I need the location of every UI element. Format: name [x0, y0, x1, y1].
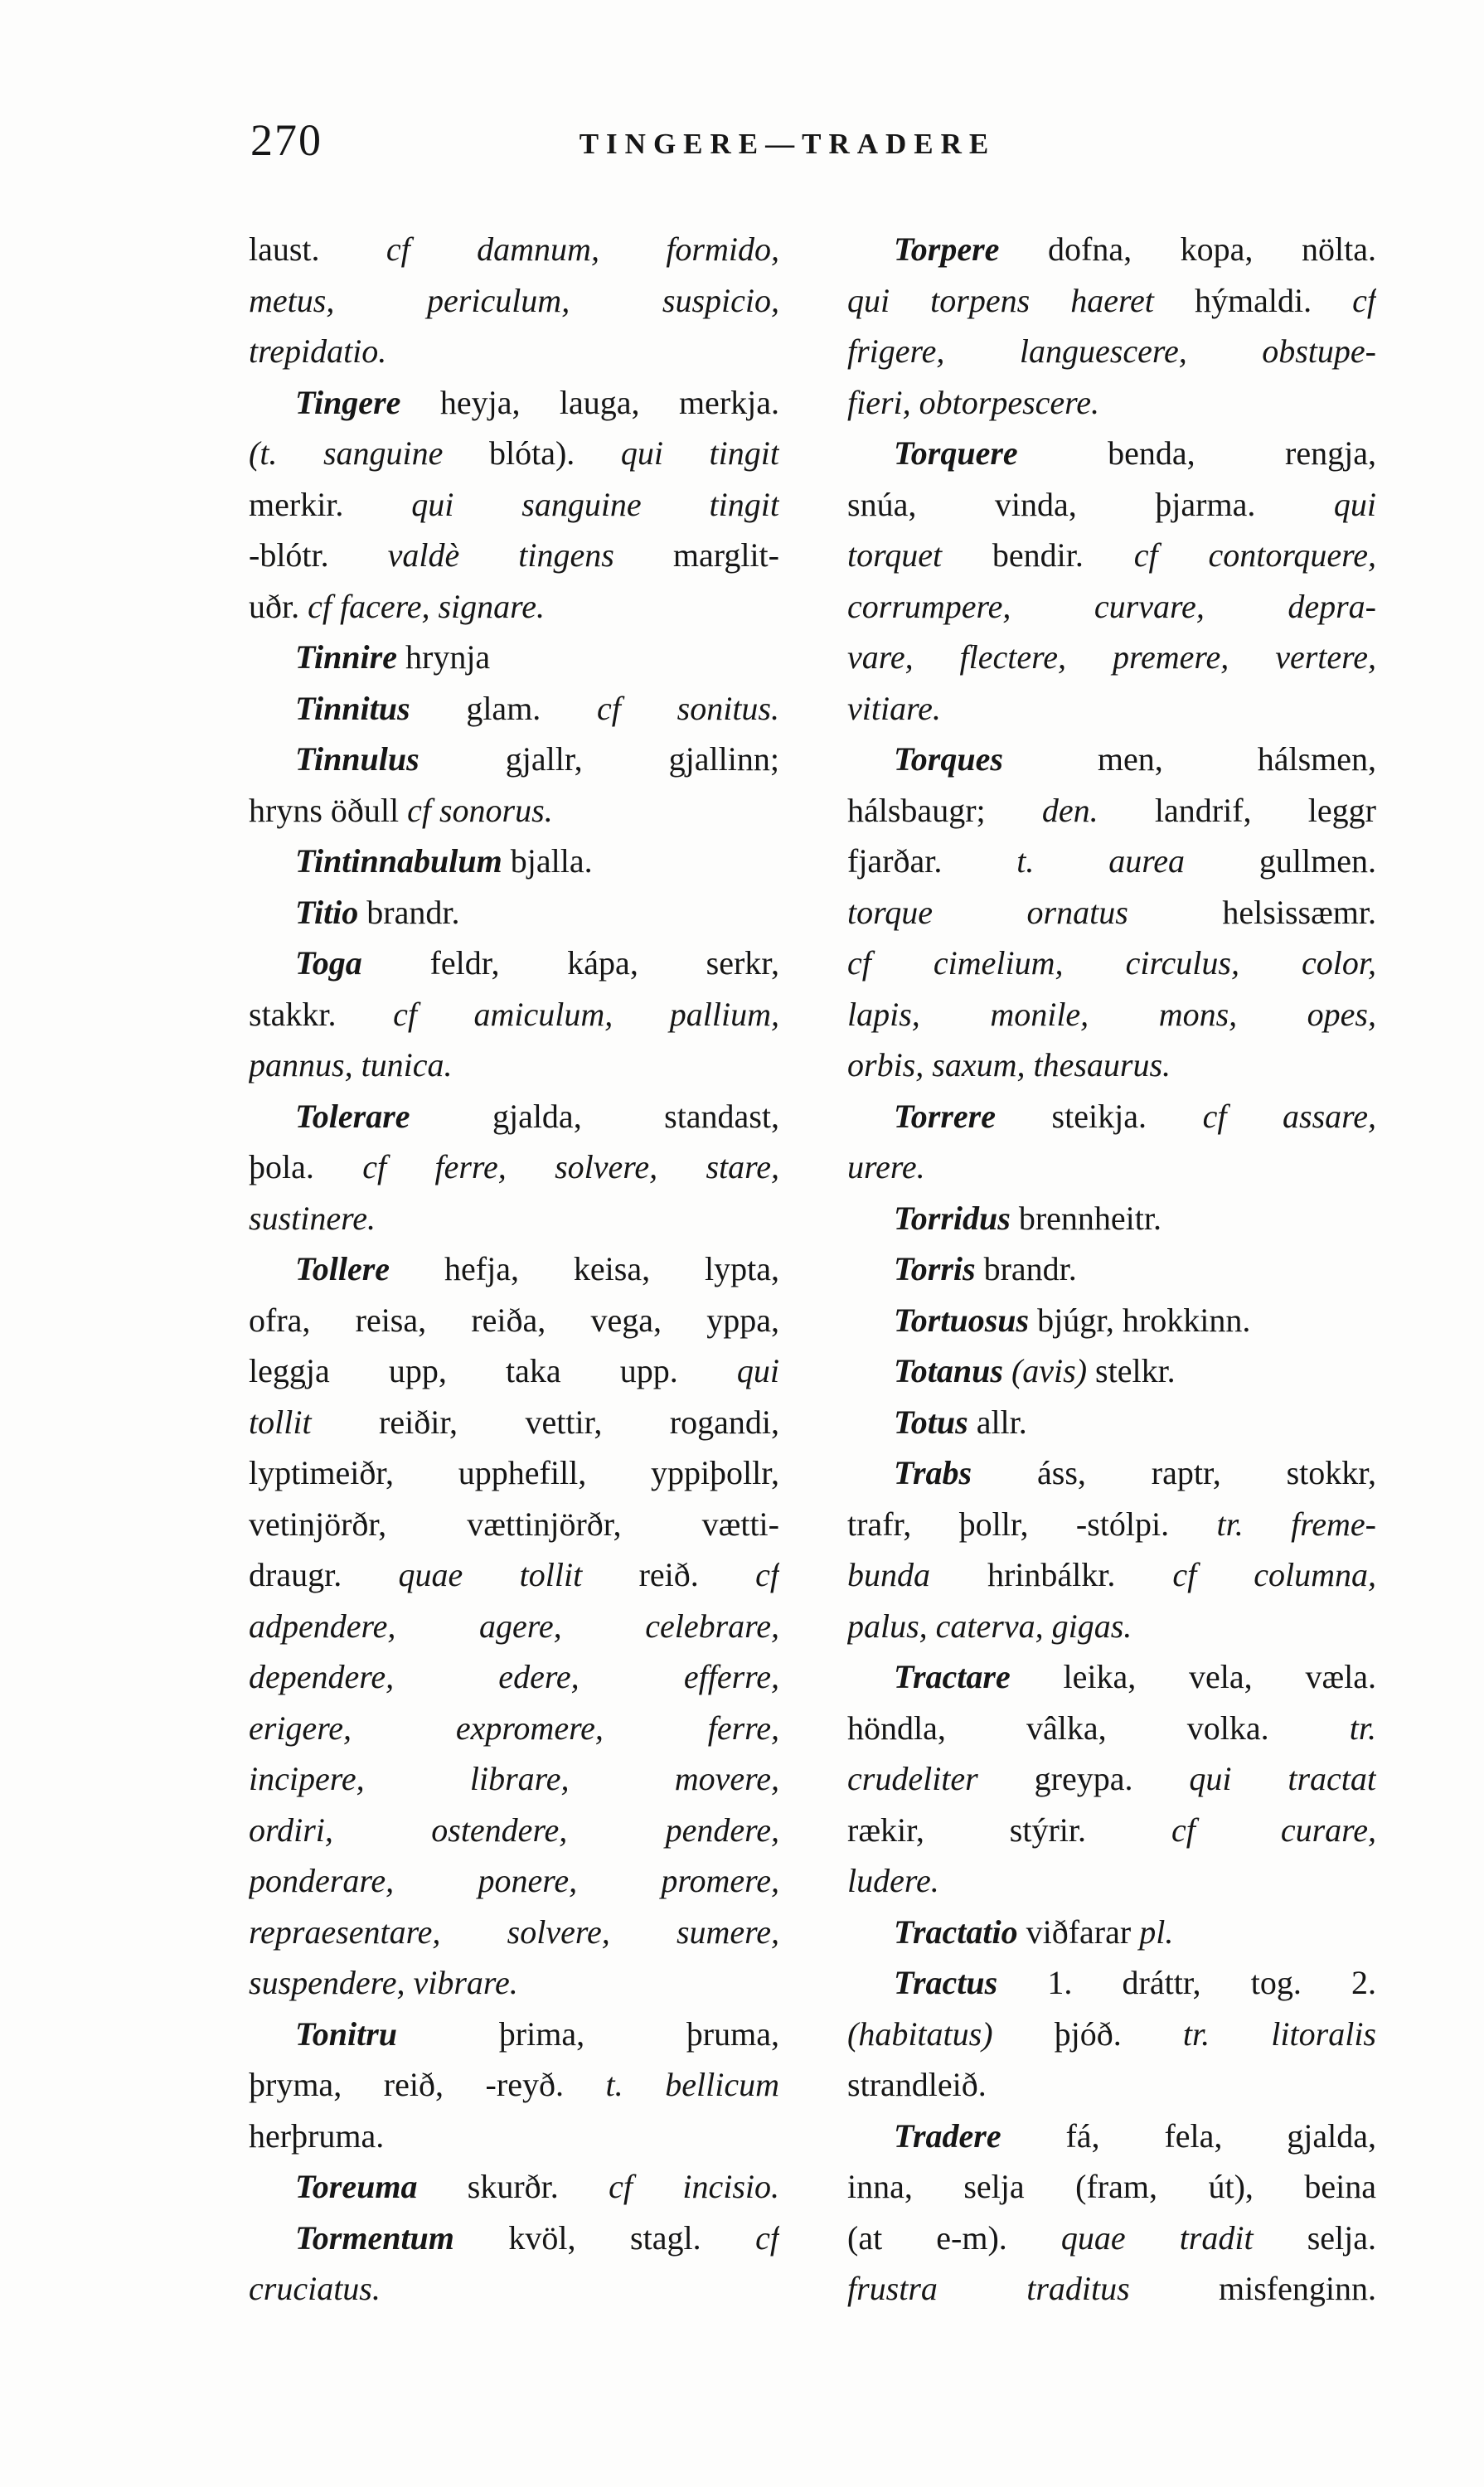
icelandic-text: hryns öðull [249, 791, 408, 829]
latin-text: quae tollit [398, 1556, 583, 1593]
text-line [847, 2161, 1376, 2213]
column-left [249, 224, 779, 2315]
icelandic-text: helsissæmr. [1128, 893, 1376, 931]
latin-text: cf curare, [1171, 1811, 1376, 1849]
entry-headword: Tinnitus [295, 689, 410, 727]
entry-headword: Titio [295, 893, 359, 931]
text-line [249, 1549, 779, 1601]
text-line [249, 1499, 779, 1550]
text-line [847, 989, 1376, 1040]
icelandic-text: skurðr. [417, 2168, 609, 2205]
entry-headword: Torpere [894, 230, 1000, 268]
text-line [847, 938, 1376, 989]
latin-text: cf incisio. [609, 2168, 779, 2205]
icelandic-text: draugr. [249, 1556, 399, 1593]
latin-text: lapis, monile, mons, opes, [847, 995, 1376, 1033]
latin-text: frigere, languescere, obstupe- [847, 332, 1376, 370]
latin-text: incipere, librare, movere, [249, 1760, 779, 1797]
entry-headword: Tollere [295, 1250, 390, 1287]
icelandic-text: lyptimeiðr, upphefill, yppiþollr, [249, 1454, 779, 1491]
latin-text: palus, caterva, gigas. [847, 1607, 1132, 1645]
latin-text: trepidatio. [249, 332, 387, 370]
icelandic-text: þola. [249, 1148, 363, 1185]
icelandic-text: heyja, lauga, merkja. [400, 383, 779, 421]
text-line [249, 1091, 779, 1142]
icelandic-text [1003, 1352, 1011, 1389]
icelandic-text: hefja, keisa, lypta, [390, 1250, 779, 1287]
text-line [249, 1244, 779, 1295]
icelandic-text: bendir. [942, 536, 1134, 574]
text-line [847, 632, 1376, 683]
text-line [847, 1142, 1376, 1193]
entry-headword: Tractatio [894, 1913, 1018, 1951]
text-line [249, 989, 779, 1040]
text-line [847, 785, 1376, 836]
latin-text: cf assare, [1202, 1097, 1376, 1135]
icelandic-text: merkir. [249, 485, 412, 523]
latin-text: metus, periculum, suspicio, [249, 281, 779, 319]
text-line [249, 938, 779, 989]
text-line [249, 581, 779, 633]
icelandic-text: snúa, vinda, þjarma. [847, 485, 1334, 523]
latin-text: qui tingit [620, 434, 779, 472]
text-line [847, 1651, 1376, 1703]
latin-text: tr. freme- [1216, 1505, 1376, 1543]
icelandic-text: strandleið. [847, 2066, 987, 2103]
icelandic-text: gullmen. [1185, 842, 1376, 880]
text-line [847, 224, 1376, 275]
latin-text: cf cimelium, circulus, color, [847, 944, 1376, 982]
icelandic-text: leggja upp, taka upp. [249, 1352, 737, 1389]
icelandic-text: gjallr, gjallinn; [419, 740, 779, 778]
latin-text: qui torpens haeret [847, 281, 1154, 319]
entry-headword: Tradere [894, 2116, 1001, 2155]
icelandic-text: dofna, kopa, nölta. [999, 230, 1376, 268]
latin-text: cf columna, [1172, 1556, 1376, 1593]
page-number: 270 [250, 115, 323, 165]
icelandic-text: vetinjörðr, vættinjörðr, vætti- [249, 1505, 779, 1543]
text-line [249, 836, 779, 887]
icelandic-text: uðr. [249, 587, 308, 625]
text-line [249, 1447, 779, 1499]
entry-headword: Torrere [894, 1097, 996, 1135]
icelandic-text: men, hálsmen, [1002, 740, 1376, 778]
latin-text: qui sanguine tingit [411, 485, 779, 523]
icelandic-text: brandr. [358, 893, 460, 931]
column-right [847, 224, 1376, 2315]
latin-text: quae tradit [1060, 2218, 1254, 2257]
text-line [249, 1601, 779, 1652]
entry-headword: Tractus [894, 1964, 998, 2001]
latin-text: cf facere, signare. [308, 587, 545, 625]
text-line [249, 1295, 779, 1346]
latin-text: ponderare, ponere, promere, [249, 1862, 779, 1899]
text-line [249, 377, 779, 429]
icelandic-text: inna, selja (fram, út), beina [847, 2168, 1376, 2205]
text-line [249, 2263, 779, 2315]
text-line [847, 2111, 1376, 2162]
icelandic-text: laust. [249, 230, 386, 268]
icelandic-text: trafr, þollr, -stólpi. [847, 1505, 1217, 1543]
latin-text: den. [1041, 791, 1098, 829]
text-line [249, 1345, 779, 1397]
text-line [249, 2111, 779, 2162]
text-line [847, 1295, 1376, 1346]
latin-text: bunda [847, 1556, 930, 1593]
text-line [249, 428, 779, 479]
icelandic-text: 1. dráttr, tog. 2. [997, 1964, 1376, 2001]
latin-text: (habitatus) [847, 2014, 993, 2053]
text-line [249, 2059, 779, 2111]
icelandic-text: áss, raptr, stokkr, [972, 1454, 1376, 1491]
text-line [847, 1345, 1376, 1397]
latin-text: tr. [1349, 1709, 1376, 1747]
icelandic-text: landrif, leggr [1098, 791, 1376, 829]
icelandic-text: herþruma. [249, 2116, 385, 2155]
latin-text: adpendere, agere, celebrare, [249, 1607, 779, 1645]
entry-headword: Tormentum [295, 2218, 454, 2257]
icelandic-text: greypa. [977, 1760, 1190, 1797]
icelandic-text: allr. [968, 1403, 1027, 1441]
icelandic-text: leika, vela, væla. [1010, 1658, 1376, 1695]
icelandic-text: stelkr. [1087, 1352, 1176, 1389]
text-line [847, 1193, 1376, 1244]
icelandic-text: reiðir, vettir, rogandi, [311, 1403, 779, 1441]
entry-headword: Torris [894, 1250, 976, 1287]
icelandic-text: blóta). [443, 434, 621, 472]
icelandic-text: (at e-m). [847, 2218, 1061, 2257]
latin-text: sustinere. [249, 1199, 376, 1237]
text-line [249, 1040, 779, 1091]
text-line [847, 479, 1376, 531]
text-line [249, 275, 779, 327]
latin-text: cf amiculum, pallium, [393, 995, 779, 1033]
icelandic-text: bjúgr, hrokkinn. [1029, 1301, 1251, 1339]
latin-text: cf [1352, 281, 1376, 319]
text-line [847, 1244, 1376, 1295]
entry-headword: Totus [894, 1403, 968, 1441]
icelandic-text: kvöl, stagl. [453, 2218, 756, 2257]
latin-text: (avis) [1011, 1352, 1088, 1389]
latin-text: suspendere, vibrare. [249, 1964, 518, 2001]
text-line [847, 1907, 1376, 1958]
entry-headword: Tolerare [295, 1097, 410, 1135]
latin-text: ordiri, ostendere, pendere, [249, 1811, 779, 1849]
latin-text: orbis, saxum, thesaurus. [847, 1046, 1171, 1084]
latin-text: pannus, tunica. [249, 1046, 453, 1084]
text-line [249, 1193, 779, 1244]
icelandic-text: þjóð. [992, 2014, 1183, 2053]
latin-text: cf [755, 1556, 779, 1593]
entry-headword: Tinnire [295, 638, 397, 676]
icelandic-text: viðfarar [1017, 1913, 1140, 1951]
text-line [847, 428, 1376, 479]
icelandic-text: hálsbaugr; [847, 791, 1042, 829]
text-line [249, 530, 779, 581]
text-line [249, 1651, 779, 1703]
icelandic-text: rækir, stýrir. [847, 1811, 1171, 1849]
entry-headword: Torridus [894, 1199, 1011, 1237]
latin-text: vare, flectere, premere, vertere, [847, 638, 1376, 676]
latin-text: cruciatus. [249, 2270, 381, 2307]
icelandic-text: hrinbálkr. [930, 1556, 1173, 1593]
text-line [249, 734, 779, 785]
text-line [249, 1805, 779, 1856]
latin-text: urere. [847, 1148, 925, 1185]
latin-text: tollit [249, 1403, 312, 1441]
text-line [847, 836, 1376, 887]
text-line [249, 887, 779, 938]
latin-text: torquet [847, 536, 943, 574]
text-line [249, 632, 779, 683]
text-line [847, 1499, 1376, 1550]
latin-text: t. bellicum [605, 2066, 779, 2103]
text-line [249, 1855, 779, 1907]
entry-headword: Tortuosus [894, 1301, 1030, 1339]
latin-text: cf contorquere, [1133, 536, 1376, 574]
entry-headword: Torques [894, 740, 1003, 778]
icelandic-text: glam. [410, 689, 598, 727]
text-line [249, 1397, 779, 1448]
text-line [847, 1957, 1376, 2009]
icelandic-text: stakkr. [249, 995, 394, 1033]
icelandic-text: -blótr. [249, 536, 388, 574]
icelandic-text: brandr. [975, 1250, 1077, 1287]
text-line [249, 1957, 779, 2009]
entry-headword: Tonitru [295, 2014, 398, 2053]
latin-text: dependere, edere, efferre, [249, 1658, 779, 1695]
latin-text: fieri, obtorpescere. [847, 383, 1100, 421]
latin-text: t. aurea [1016, 842, 1186, 880]
text-line [847, 1805, 1376, 1856]
text-line [249, 2161, 779, 2213]
latin-text: cf damnum, formido, [386, 230, 779, 268]
latin-text: cf [755, 2218, 779, 2257]
icelandic-text: þryma, reið, -reyð. [249, 2066, 606, 2103]
icelandic-text: bjalla. [502, 842, 593, 880]
text-line [847, 1855, 1376, 1907]
text-line [847, 734, 1376, 785]
text-line [249, 683, 779, 734]
text-line [249, 326, 779, 377]
icelandic-text: hrynja [397, 638, 491, 676]
latin-text: repraesentare, solvere, sumere, [249, 1913, 779, 1951]
latin-text: vitiare. [847, 689, 941, 727]
entry-headword: Toga [295, 944, 362, 982]
text-line [847, 2009, 1376, 2060]
latin-text: cf ferre, solvere, stare, [362, 1148, 779, 1185]
text-line [847, 683, 1376, 734]
latin-text: qui [736, 1352, 779, 1389]
latin-text: erigere, expromere, ferre, [249, 1709, 779, 1747]
icelandic-text: þrima, þruma, [397, 2014, 779, 2053]
text-line [249, 1703, 779, 1754]
icelandic-text: misfenginn. [1129, 2270, 1376, 2307]
text-line [249, 1753, 779, 1805]
text-line [847, 377, 1376, 429]
icelandic-text: brennheitr. [1010, 1199, 1161, 1237]
running-title: TINGERE—TRADERE [579, 128, 997, 160]
latin-text: qui tractat [1189, 1760, 1376, 1797]
text-line [847, 1601, 1376, 1652]
icelandic-text: marglit- [613, 536, 779, 574]
text-line [249, 785, 779, 836]
icelandic-text: fá, fela, gjalda, [1001, 2116, 1376, 2155]
icelandic-text: gjalda, standast, [410, 1097, 779, 1135]
latin-text: pl. [1139, 1913, 1174, 1951]
icelandic-text: benda, rengja, [1017, 434, 1376, 472]
icelandic-text: reið. [582, 1556, 756, 1593]
text-line [847, 530, 1376, 581]
icelandic-text: steikja. [995, 1097, 1203, 1135]
latin-text: cf sonorus. [407, 791, 553, 829]
text-line [249, 1907, 779, 1958]
text-line [249, 1142, 779, 1193]
text-line [249, 2213, 779, 2264]
icelandic-text: selja. [1253, 2218, 1376, 2257]
latin-text: frustra traditus [847, 2270, 1130, 2307]
latin-text: torque ornatus [847, 893, 1128, 931]
latin-text: valdè tingens [387, 536, 614, 574]
text-line [847, 2059, 1376, 2111]
text-line [847, 1040, 1376, 1091]
text-line [847, 1549, 1376, 1601]
text-line [249, 2009, 779, 2060]
entry-headword: Totanus [894, 1352, 1003, 1389]
entry-headword: Tractare [894, 1658, 1011, 1695]
text-line [847, 1753, 1376, 1805]
latin-text: (t. sanguine [249, 434, 444, 472]
entry-headword: Torquere [894, 434, 1018, 472]
text-line [249, 224, 779, 275]
text-line [847, 326, 1376, 377]
text-line [847, 1091, 1376, 1142]
icelandic-text: ofra, reisa, reiða, vega, yppa, [249, 1301, 779, 1339]
icelandic-text: höndla, vâlka, volka. [847, 1709, 1350, 1747]
entry-headword: Toreuma [295, 2168, 418, 2205]
latin-text: tr. litoralis [1182, 2014, 1376, 2053]
latin-text: crudeliter [847, 1760, 978, 1797]
icelandic-text: hýmaldi. [1153, 281, 1353, 319]
entry-headword: Tingere [295, 383, 401, 421]
text-line [847, 275, 1376, 327]
text-line [847, 581, 1376, 633]
text-line [847, 2263, 1376, 2315]
latin-text: qui [1333, 485, 1376, 523]
text-line [847, 1703, 1376, 1754]
icelandic-text: feldr, kápa, serkr, [361, 944, 779, 982]
latin-text: ludere. [847, 1862, 939, 1899]
latin-text: corrumpere, curvare, depra- [847, 587, 1376, 625]
text-line [847, 887, 1376, 938]
entry-headword: Tinnulus [295, 740, 419, 778]
text-line [249, 479, 779, 531]
text-line [847, 2213, 1376, 2264]
icelandic-text: fjarðar. [847, 842, 1017, 880]
latin-text: cf sonitus. [597, 689, 779, 727]
text-line [847, 1397, 1376, 1448]
entry-headword: Trabs [894, 1454, 972, 1491]
text-line [847, 1447, 1376, 1499]
entry-headword: Tintinnabulum [295, 842, 502, 880]
